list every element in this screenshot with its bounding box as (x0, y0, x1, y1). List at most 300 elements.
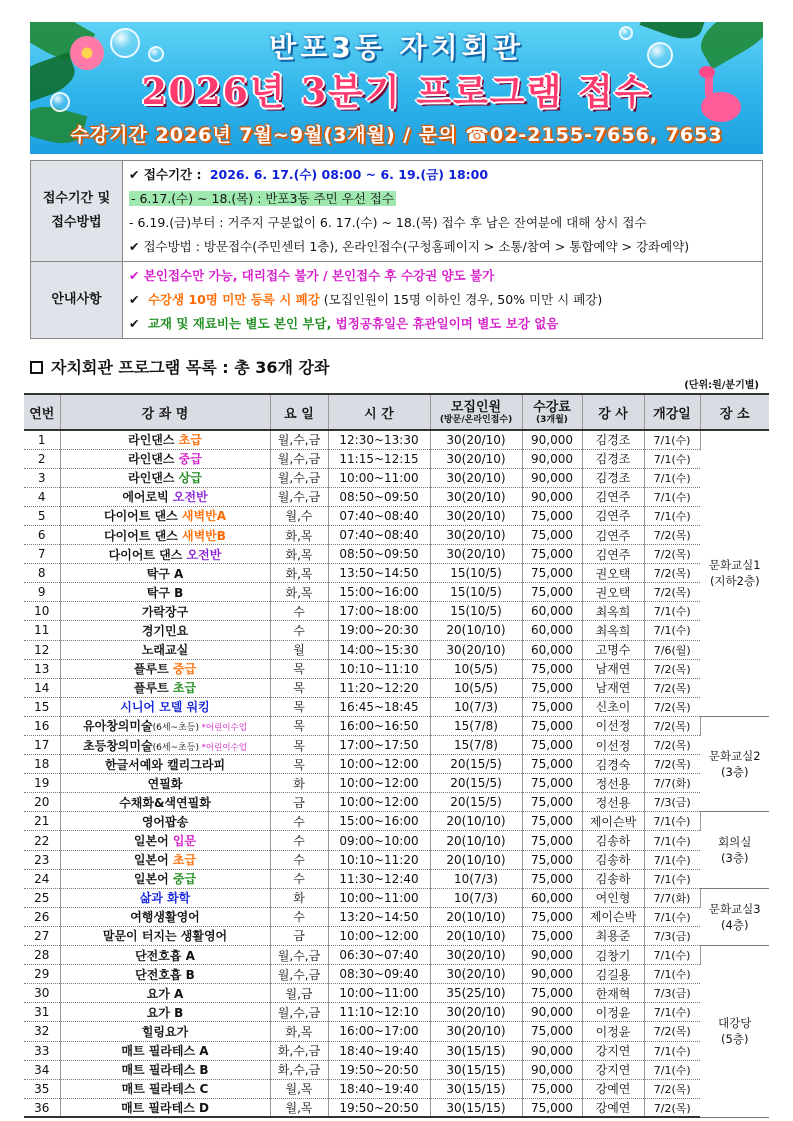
course-name (60, 850, 270, 869)
course-start-date: 7/2(목) (644, 755, 700, 774)
table-row (24, 1098, 769, 1117)
course-level: 중급 (168, 662, 197, 677)
course-fee: 75,000 (522, 736, 582, 755)
course-name (60, 1079, 270, 1098)
course-start-date: 7/3(금) (644, 793, 700, 812)
course-capacity: 30(20/10) (430, 525, 522, 544)
course-level: 중급 (168, 872, 197, 887)
course-fee: 90,000 (522, 449, 582, 468)
course-title: 일본어 (133, 853, 169, 868)
course-name (60, 1003, 270, 1022)
course-days: 수 (270, 907, 328, 926)
course-days: 화,수,금 (270, 1060, 328, 1079)
course-start-date: 7/3(금) (644, 926, 700, 945)
course-time: 10:10~11:10 (328, 659, 430, 678)
header-days: 요 일 (270, 394, 328, 430)
course-days: 월,수,금 (270, 468, 328, 487)
course-days: 수 (270, 850, 328, 869)
course-name (60, 678, 270, 697)
course-place-label: 회의실 (3층) (718, 835, 752, 866)
course-time: 11:20~12:20 (328, 678, 430, 697)
table-row (24, 583, 769, 602)
course-teacher: 이정윤 (582, 1003, 644, 1022)
banner-main-title: 2026년 3분기 프로그램 접수 (141, 71, 652, 113)
course-title: 라인댄스 (128, 471, 175, 486)
header-capacity-main: 모집인원 (450, 399, 502, 415)
registration-period-line (129, 163, 756, 187)
course-teacher: 이정윤 (582, 1022, 644, 1041)
course-name (60, 583, 270, 602)
course-place (700, 946, 769, 1118)
row-number: 21 (24, 812, 60, 831)
row-number: 33 (24, 1041, 60, 1060)
course-fee: 90,000 (522, 468, 582, 487)
course-name (60, 831, 270, 850)
course-start-date: 7/1(수) (644, 621, 700, 640)
course-capacity: 10(5/5) (430, 659, 522, 678)
course-title: 탁구 B (146, 585, 184, 600)
course-capacity: 30(20/10) (430, 468, 522, 487)
course-start-date: 7/1(수) (644, 1003, 700, 1022)
program-table-body (24, 430, 769, 1117)
table-row (24, 869, 769, 888)
course-capacity: 20(10/10) (430, 850, 522, 869)
row-number: 9 (24, 583, 60, 602)
course-title: 매트 필라테스 D (121, 1101, 209, 1116)
notice-line-self-registration: ✔ 본인접수만 가능, 대리접수 불가 / 본인접수 후 수강권 양도 불가 (129, 268, 495, 283)
course-time: 19:50~20:50 (328, 1060, 430, 1079)
course-name (60, 1041, 270, 1060)
course-capacity: 10(7/3) (430, 869, 522, 888)
course-place (700, 430, 769, 716)
registration-period-label (31, 161, 123, 262)
course-days: 목 (270, 697, 328, 716)
row-number: 8 (24, 564, 60, 583)
course-teacher: 김연주 (582, 545, 644, 564)
course-start-date: 7/7(화) (644, 888, 700, 907)
course-title: 매트 필라테스 B (121, 1063, 209, 1078)
course-name (60, 697, 270, 716)
course-capacity: 30(20/10) (430, 545, 522, 564)
course-time: 10:00~12:00 (328, 755, 430, 774)
course-time: 11:30~12:40 (328, 869, 430, 888)
course-teacher: 강지연 (582, 1060, 644, 1079)
course-time: 10:00~11:00 (328, 888, 430, 907)
table-row (24, 812, 769, 831)
course-start-date: 7/1(수) (644, 468, 700, 487)
table-row (24, 850, 769, 869)
course-fee: 75,000 (522, 716, 582, 735)
course-title: 힐링요가 (141, 1024, 189, 1039)
course-level: 중급 (174, 452, 202, 467)
table-row (24, 774, 769, 793)
course-title: 연필화 (147, 776, 183, 791)
course-teacher: 신초이 (582, 697, 644, 716)
table-row (24, 545, 769, 564)
course-time: 10:00~12:00 (328, 793, 430, 812)
course-capacity: 10(7/3) (430, 697, 522, 716)
table-row (24, 1003, 769, 1022)
course-capacity: 10(7/3) (430, 888, 522, 907)
header-time: 시 간 (328, 394, 430, 430)
course-fee: 90,000 (522, 430, 582, 449)
course-teacher: 한재혁 (582, 984, 644, 1003)
course-capacity: 30(20/10) (430, 965, 522, 984)
course-name (60, 1022, 270, 1041)
course-teacher: 강지연 (582, 1041, 644, 1060)
row-number: 36 (24, 1098, 60, 1117)
course-title: 일본어 (133, 834, 169, 849)
open-registration-line: - 6.19.(금)부터 : 거주지 구분없이 6. 17.(수) ~ 18.(목) 접수 후 남은 잔여분에 대해 상시 접수 (129, 215, 647, 230)
course-teacher: 김경숙 (582, 755, 644, 774)
course-title: 가락장구 (141, 604, 189, 619)
section-title (30, 355, 329, 378)
course-fee: 75,000 (522, 774, 582, 793)
course-start-date: 7/1(수) (644, 602, 700, 621)
course-name (60, 965, 270, 984)
table-row (24, 888, 769, 907)
course-time: 08:50~09:50 (328, 545, 430, 564)
course-title: 영어팝송 (141, 814, 189, 829)
course-name (60, 716, 270, 735)
row-number: 34 (24, 1060, 60, 1079)
course-start-date: 7/1(수) (644, 869, 700, 888)
row-number: 17 (24, 736, 60, 755)
course-name (60, 755, 270, 774)
course-name (60, 984, 270, 1003)
course-time: 19:00~20:30 (328, 621, 430, 640)
course-time: 10:10~11:20 (328, 850, 430, 869)
course-capacity: 20(10/10) (430, 907, 522, 926)
course-time: 09:00~10:00 (328, 831, 430, 850)
header-fee-main: 수강료 (533, 399, 571, 415)
registration-period-label-text: 접수기간 및 접수방법 (42, 191, 111, 230)
course-name (60, 659, 270, 678)
course-name (60, 621, 270, 640)
program-table (24, 393, 769, 1118)
course-time: 15:00~16:00 (328, 583, 430, 602)
course-days: 목 (270, 716, 328, 735)
course-days: 화,목 (270, 564, 328, 583)
row-number: 10 (24, 602, 60, 621)
course-time: 18:40~19:40 (328, 1079, 430, 1098)
notice-prefix: ✔ (129, 316, 144, 331)
course-place-label: 문화교실3 (4층) (708, 901, 761, 932)
course-name (60, 1098, 270, 1117)
header-teacher: 강 사 (582, 394, 644, 430)
course-name (60, 487, 270, 506)
priority-registration-text: - 6.17.(수) ~ 18.(목) : 반포3동 주민 우선 접수 (131, 191, 394, 206)
course-teacher: 남재연 (582, 678, 644, 697)
header-capacity-sub: (방문/온라인접수) (439, 414, 513, 425)
course-teacher: 정선용 (582, 793, 644, 812)
course-capacity: 20(10/10) (430, 621, 522, 640)
course-start-date: 7/2(목) (644, 583, 700, 602)
course-time: 10:00~12:00 (328, 926, 430, 945)
course-days: 월,금 (270, 984, 328, 1003)
course-name (60, 869, 270, 888)
course-teacher: 김경조 (582, 449, 644, 468)
course-name (60, 564, 270, 583)
row-number: 18 (24, 755, 60, 774)
period-prefix: ✔ 접수기간 : (129, 167, 206, 182)
course-start-date: 7/6(월) (644, 640, 700, 659)
table-row (24, 984, 769, 1003)
notice-materials-text: 교재 및 재료비는 별도 본인 부담, (147, 316, 332, 331)
table-row (24, 659, 769, 678)
table-row (24, 564, 769, 583)
section-title-text: 자치회관 프로그램 목록 : 총 36개 강좌 (51, 358, 330, 377)
table-row (24, 736, 769, 755)
course-start-date: 7/2(목) (644, 697, 700, 716)
course-days: 월,수 (270, 506, 328, 525)
course-name (60, 449, 270, 468)
course-fee: 75,000 (522, 793, 582, 812)
course-fee: 75,000 (522, 1098, 582, 1117)
course-time: 11:15~12:15 (328, 449, 430, 468)
course-fee: 75,000 (522, 812, 582, 831)
course-fee: 75,000 (522, 984, 582, 1003)
notice-cancellation-detail: (모집인원이 15명 이하인 경우, 50% 미만 시 폐강) (319, 292, 603, 307)
unit-note: (단위:원/분기별) (684, 380, 759, 391)
row-number: 2 (24, 449, 60, 468)
course-level: 새벽반B (177, 528, 226, 543)
row-number: 31 (24, 1003, 60, 1022)
table-row (24, 602, 769, 621)
course-title: 일본어 (133, 872, 169, 887)
row-number: 3 (24, 468, 60, 487)
table-row (24, 697, 769, 716)
course-title: 다이어트 댄스 (104, 528, 178, 543)
course-time: 17:00~18:00 (328, 602, 430, 621)
course-capacity: 30(20/10) (430, 487, 522, 506)
course-time: 07:40~08:40 (328, 506, 430, 525)
course-teacher: 김송하 (582, 869, 644, 888)
course-capacity: 10(5/5) (430, 678, 522, 697)
row-number: 20 (24, 793, 60, 812)
course-level: 초급 (168, 853, 197, 868)
course-time: 13:20~14:50 (328, 907, 430, 926)
notice-line-cancellation (129, 288, 756, 312)
course-fee: 90,000 (522, 946, 582, 965)
row-number: 23 (24, 850, 60, 869)
course-time: 13:50~14:50 (328, 564, 430, 583)
table-row (24, 831, 769, 850)
table-row (24, 1060, 769, 1079)
header-place: 장 소 (700, 394, 769, 430)
course-start-date: 7/1(수) (644, 907, 700, 926)
course-fee: 90,000 (522, 1060, 582, 1079)
course-fee: 60,000 (522, 621, 582, 640)
row-number: 30 (24, 984, 60, 1003)
table-row (24, 621, 769, 640)
course-days: 목 (270, 736, 328, 755)
course-start-date: 7/2(목) (644, 678, 700, 697)
table-row (24, 926, 769, 945)
table-row (24, 640, 769, 659)
course-name (60, 545, 270, 564)
header-start: 개강일 (644, 394, 700, 430)
course-fee: 75,000 (522, 1022, 582, 1041)
course-capacity: 15(10/5) (430, 583, 522, 602)
header-name: 강 좌 명 (60, 394, 270, 430)
table-row (24, 965, 769, 984)
course-teacher: 김송하 (582, 850, 644, 869)
course-time: 19:50~20:50 (328, 1098, 430, 1117)
checkbox-square-icon (30, 361, 43, 374)
course-time: 15:00~16:00 (328, 812, 430, 831)
course-capacity: 30(20/10) (430, 506, 522, 525)
course-name (60, 774, 270, 793)
row-number: 12 (24, 640, 60, 659)
course-capacity: 30(20/10) (430, 640, 522, 659)
course-days: 월,수,금 (270, 965, 328, 984)
course-title: 요가 A (146, 986, 184, 1001)
course-title: 다이어트 댄스 (104, 509, 178, 524)
course-days: 월,수,금 (270, 449, 328, 468)
course-level: 오전반 (168, 490, 208, 505)
course-teacher: 김창기 (582, 946, 644, 965)
course-teacher: 김연주 (582, 525, 644, 544)
course-teacher: 최옥희 (582, 602, 644, 621)
course-start-date: 7/1(수) (644, 1060, 700, 1079)
course-time: 07:40~08:40 (328, 525, 430, 544)
row-number: 19 (24, 774, 60, 793)
row-number: 22 (24, 831, 60, 850)
table-row (24, 793, 769, 812)
row-number: 11 (24, 621, 60, 640)
row-number: 4 (24, 487, 60, 506)
course-capacity: 30(15/15) (430, 1079, 522, 1098)
table-row (24, 1079, 769, 1098)
course-fee: 75,000 (522, 697, 582, 716)
course-title: 매트 필라테스 A (121, 1044, 209, 1059)
course-level: 입문 (168, 834, 197, 849)
course-start-date: 7/2(목) (644, 525, 700, 544)
notice-holiday-text: 법정공휴일은 휴관일이며 별도 보강 없음 (331, 316, 559, 331)
row-number: 29 (24, 965, 60, 984)
course-days: 화,수,금 (270, 1041, 328, 1060)
course-title: 유아창의미술 (83, 719, 153, 734)
course-name (60, 506, 270, 525)
course-capacity: 30(20/10) (430, 1022, 522, 1041)
course-title: 다이어트 댄스 (108, 547, 183, 562)
row-number: 6 (24, 525, 60, 544)
row-number: 16 (24, 716, 60, 735)
header-fee (522, 394, 582, 430)
course-place (700, 888, 769, 945)
course-days: 월 (270, 640, 328, 659)
course-capacity: 30(20/10) (430, 430, 522, 449)
registration-method-line: ✔ 접수방법 : 방문접수(주민센터 1층), 온라인접수(구청홈페이지 > 소통/참여 > 통합예약 > 강좌예약) (129, 239, 690, 254)
course-days: 수 (270, 831, 328, 850)
course-title: 요가 B (146, 1005, 184, 1020)
course-days: 월,수,금 (270, 946, 328, 965)
course-place-label: 문화교실1 (지하2층) (708, 558, 761, 589)
course-teacher: 김경조 (582, 430, 644, 449)
course-start-date: 7/3(금) (644, 984, 700, 1003)
course-teacher: 이선정 (582, 736, 644, 755)
header-no: 연번 (24, 394, 60, 430)
course-place-label: 문화교실2 (3층) (708, 749, 761, 780)
course-start-date: 7/1(수) (644, 487, 700, 506)
registration-info-table (30, 160, 763, 339)
course-name (60, 926, 270, 945)
notice-prefix: ✔ (129, 292, 144, 307)
course-title: 한글서예와 캘리그라피 (104, 757, 226, 772)
course-start-date: 7/1(수) (644, 449, 700, 468)
course-capacity: 35(25/10) (430, 984, 522, 1003)
course-days: 수 (270, 812, 328, 831)
course-name (60, 525, 270, 544)
course-teacher: 제이슨박 (582, 812, 644, 831)
course-time: 10:00~12:00 (328, 774, 430, 793)
row-number: 26 (24, 907, 60, 926)
course-teacher: 강예연 (582, 1098, 644, 1117)
course-teacher: 김연주 (582, 506, 644, 525)
course-level: 초급 (168, 681, 197, 696)
course-fee: 75,000 (522, 545, 582, 564)
course-teacher: 김길용 (582, 965, 644, 984)
course-title: 단전호흡 B (135, 967, 195, 982)
course-time: 16:00~16:50 (328, 716, 430, 735)
course-start-date: 7/2(목) (644, 736, 700, 755)
course-name (60, 907, 270, 926)
course-title: 에어로빅 (122, 490, 169, 505)
course-title: 단전호흡 A (135, 948, 195, 963)
course-days: 화,목 (270, 1022, 328, 1041)
course-tag: *어린이수업 (198, 723, 247, 734)
table-row (24, 449, 769, 468)
course-fee: 75,000 (522, 583, 582, 602)
course-teacher: 최용준 (582, 926, 644, 945)
row-number: 14 (24, 678, 60, 697)
table-row (24, 678, 769, 697)
course-time: 14:00~15:30 (328, 640, 430, 659)
course-days: 화,목 (270, 525, 328, 544)
course-fee: 75,000 (522, 907, 582, 926)
course-capacity: 15(7/8) (430, 736, 522, 755)
course-fee: 75,000 (522, 506, 582, 525)
row-number: 5 (24, 506, 60, 525)
course-time: 06:30~07:40 (328, 946, 430, 965)
row-number: 15 (24, 697, 60, 716)
course-time: 16:00~17:00 (328, 1022, 430, 1041)
course-name (60, 946, 270, 965)
course-fee: 90,000 (522, 1041, 582, 1060)
course-days: 목 (270, 678, 328, 697)
course-capacity: 30(15/15) (430, 1041, 522, 1060)
course-days: 목 (270, 659, 328, 678)
notice-line-materials (129, 312, 756, 336)
course-start-date: 7/2(목) (644, 1022, 700, 1041)
course-days: 화,목 (270, 545, 328, 564)
course-capacity: 20(10/10) (430, 812, 522, 831)
course-teacher: 제이슨박 (582, 907, 644, 926)
row-number: 28 (24, 946, 60, 965)
course-name (60, 468, 270, 487)
course-place (700, 812, 769, 888)
course-start-date: 7/1(수) (644, 812, 700, 831)
course-time: 17:00~17:50 (328, 736, 430, 755)
notice-cancellation-rule: 수강생 10명 미만 등록 시 폐강 (147, 292, 320, 307)
header-fee-sub: (3개월) (536, 414, 568, 425)
course-title: 초등창의미술 (83, 738, 153, 753)
course-fee: 75,000 (522, 831, 582, 850)
course-fee: 75,000 (522, 525, 582, 544)
course-teacher: 김연주 (582, 487, 644, 506)
course-teacher: 권오택 (582, 583, 644, 602)
